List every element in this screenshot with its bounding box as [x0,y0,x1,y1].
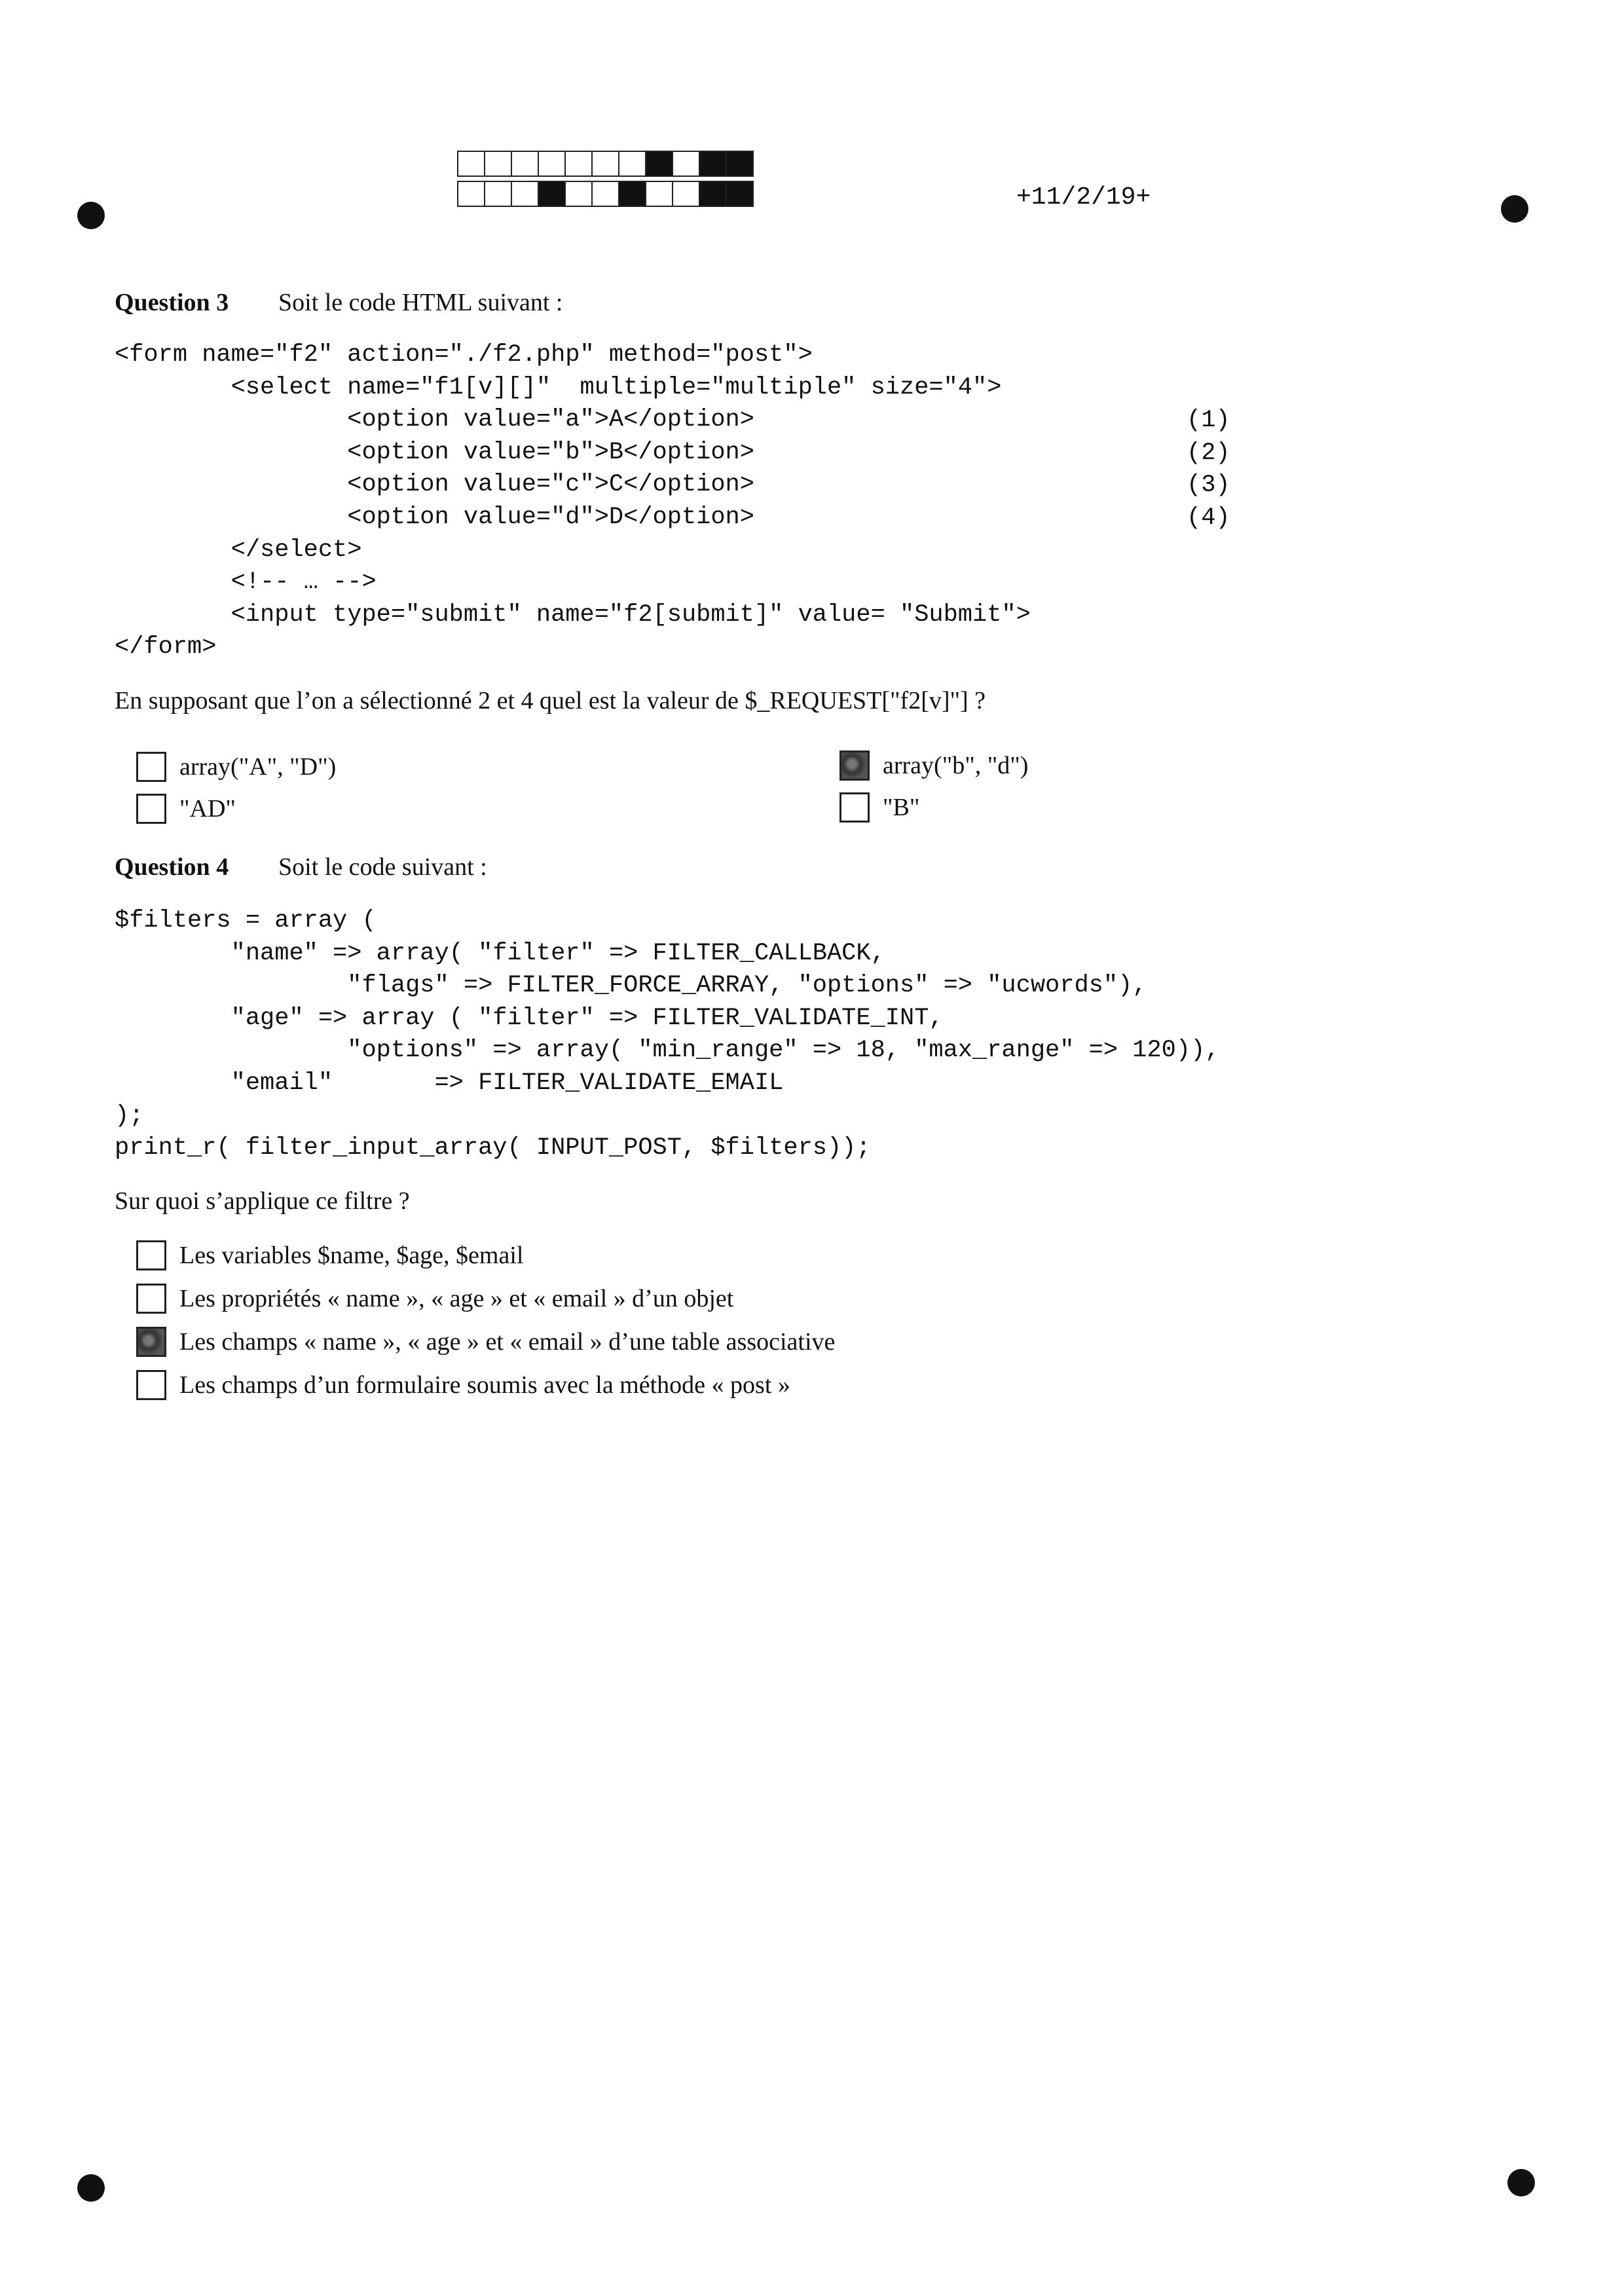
answer-checkbox[interactable] [136,1284,166,1314]
answer-checkbox[interactable] [136,752,166,782]
grid-cell-empty [645,181,673,207]
question-3-code-block [115,339,1031,664]
answer-label: "AD" [179,795,236,823]
registration-mark-top-left [77,202,105,229]
grid-cell-empty [457,151,485,177]
line-number: (1) [1187,407,1230,434]
answer-choice[interactable] [840,750,1028,781]
code-line: "name" => array( "filter" => FILTER_CALLBACK, [115,939,885,967]
grid-cell-empty [672,181,700,207]
question-label: Question 3 [115,289,229,316]
code-line: <form name="f2" action="./f2.php" method="post"> [115,341,813,369]
page-code: +11/2/19+ [1016,183,1151,212]
registration-mark-bottom-right [1507,2169,1535,2196]
grid-cell-empty [618,151,646,177]
code-line: <option value="b">B</option> [115,438,754,466]
grid-cell-filled [538,181,566,207]
answer-label: Les propriétés « name », « age » et « email » d’un objet [179,1285,734,1312]
answer-choice[interactable] [136,1284,733,1314]
answer-checkbox[interactable] [136,1370,166,1400]
code-line: ); [115,1102,144,1130]
answer-checkbox[interactable] [840,750,870,781]
code-line-numbers [1187,405,1230,534]
grid-cell-filled [726,181,754,207]
grid-cell-filled [645,151,673,177]
code-line: </form> [115,633,217,661]
question-3-heading [115,288,563,317]
grid-cell-empty [564,181,593,207]
answer-label: Les champs « name », « age » et « email » d’une table associative [179,1328,836,1356]
grid-cell-empty [591,151,619,177]
grid-cell-empty [511,181,539,207]
answer-choice[interactable] [136,1327,835,1357]
question-3-prompt: En supposant que l’on a sélectionné 2 et 4 quel est la valeur de $_REQUEST["f2[v]"] ? [115,687,986,714]
question-intro: Soit le code suivant : [278,853,487,881]
registration-mark-bottom-left [77,2174,105,2202]
code-line: print_r( filter_input_array( INPUT_POST, $filters)); [115,1134,871,1162]
question-4-prompt: Sur quoi s’applique ce filtre ? [115,1187,410,1215]
answer-label: "B" [883,794,920,821]
code-line: "options" => array( "min_range" => 18, "max_range" => 120)), [115,1037,1220,1065]
answer-choice[interactable] [136,1370,790,1400]
grid-cell-filled [618,181,646,207]
grid-cell-empty [484,181,512,207]
answer-label: Les variables $name, $age, $email [179,1242,524,1269]
answer-choice[interactable] [136,794,236,824]
grid-cell-empty [511,151,539,177]
line-number: (4) [1187,504,1230,532]
question-4-code-block [115,905,1219,1165]
grid-cell-empty [457,181,485,207]
question-intro: Soit le code HTML suivant : [278,289,563,316]
answer-checkbox[interactable] [136,1240,166,1270]
registration-mark-top-right [1501,195,1528,223]
answer-choice[interactable] [136,752,336,782]
grid-cell-empty [672,151,700,177]
grid-cell-empty [591,181,619,207]
code-line: <option value="d">D</option> [115,503,754,531]
code-line: $filters = array ( [115,907,377,935]
answer-label: Les champs d’un formulaire soumis avec la méthode « post » [179,1371,790,1399]
answer-choice[interactable] [136,1240,523,1270]
id-grid-row-2 [457,181,752,207]
code-line: <select name="f1[v][]" multiple="multiple" size="4"> [115,373,1002,401]
answer-choice[interactable] [840,792,919,823]
code-line: </select> [115,536,362,564]
line-number: (3) [1187,472,1230,500]
grid-cell-empty [484,151,512,177]
answer-checkbox[interactable] [136,1327,166,1357]
code-line: <input type="submit" name="f2[submit]" value= "Submit"> [115,601,1031,629]
grid-cell-empty [538,151,566,177]
code-line: "email" => FILTER_VALIDATE_EMAIL [115,1069,784,1097]
answer-label: array("b", "d") [883,752,1029,779]
answer-checkbox[interactable] [840,792,870,823]
line-number: (2) [1187,439,1230,467]
id-grid-row-1 [457,151,752,177]
code-line: <option value="c">C</option> [115,471,754,499]
grid-cell-filled [699,151,727,177]
grid-cell-filled [699,181,727,207]
grid-cell-filled [726,151,754,177]
code-line: <option value="a">A</option> [115,406,754,434]
grid-cell-empty [564,151,593,177]
code-line: <!-- … --> [115,568,377,597]
code-line: "age" => array ( "filter" => FILTER_VALIDATE_INT, [115,1004,944,1032]
code-line: "flags" => FILTER_FORCE_ARRAY, "options" => "ucwords"), [115,972,1147,1000]
answer-label: array("A", "D") [179,753,337,781]
answer-checkbox[interactable] [136,794,166,824]
question-label: Question 4 [115,853,229,881]
question-4-heading [115,853,487,881]
